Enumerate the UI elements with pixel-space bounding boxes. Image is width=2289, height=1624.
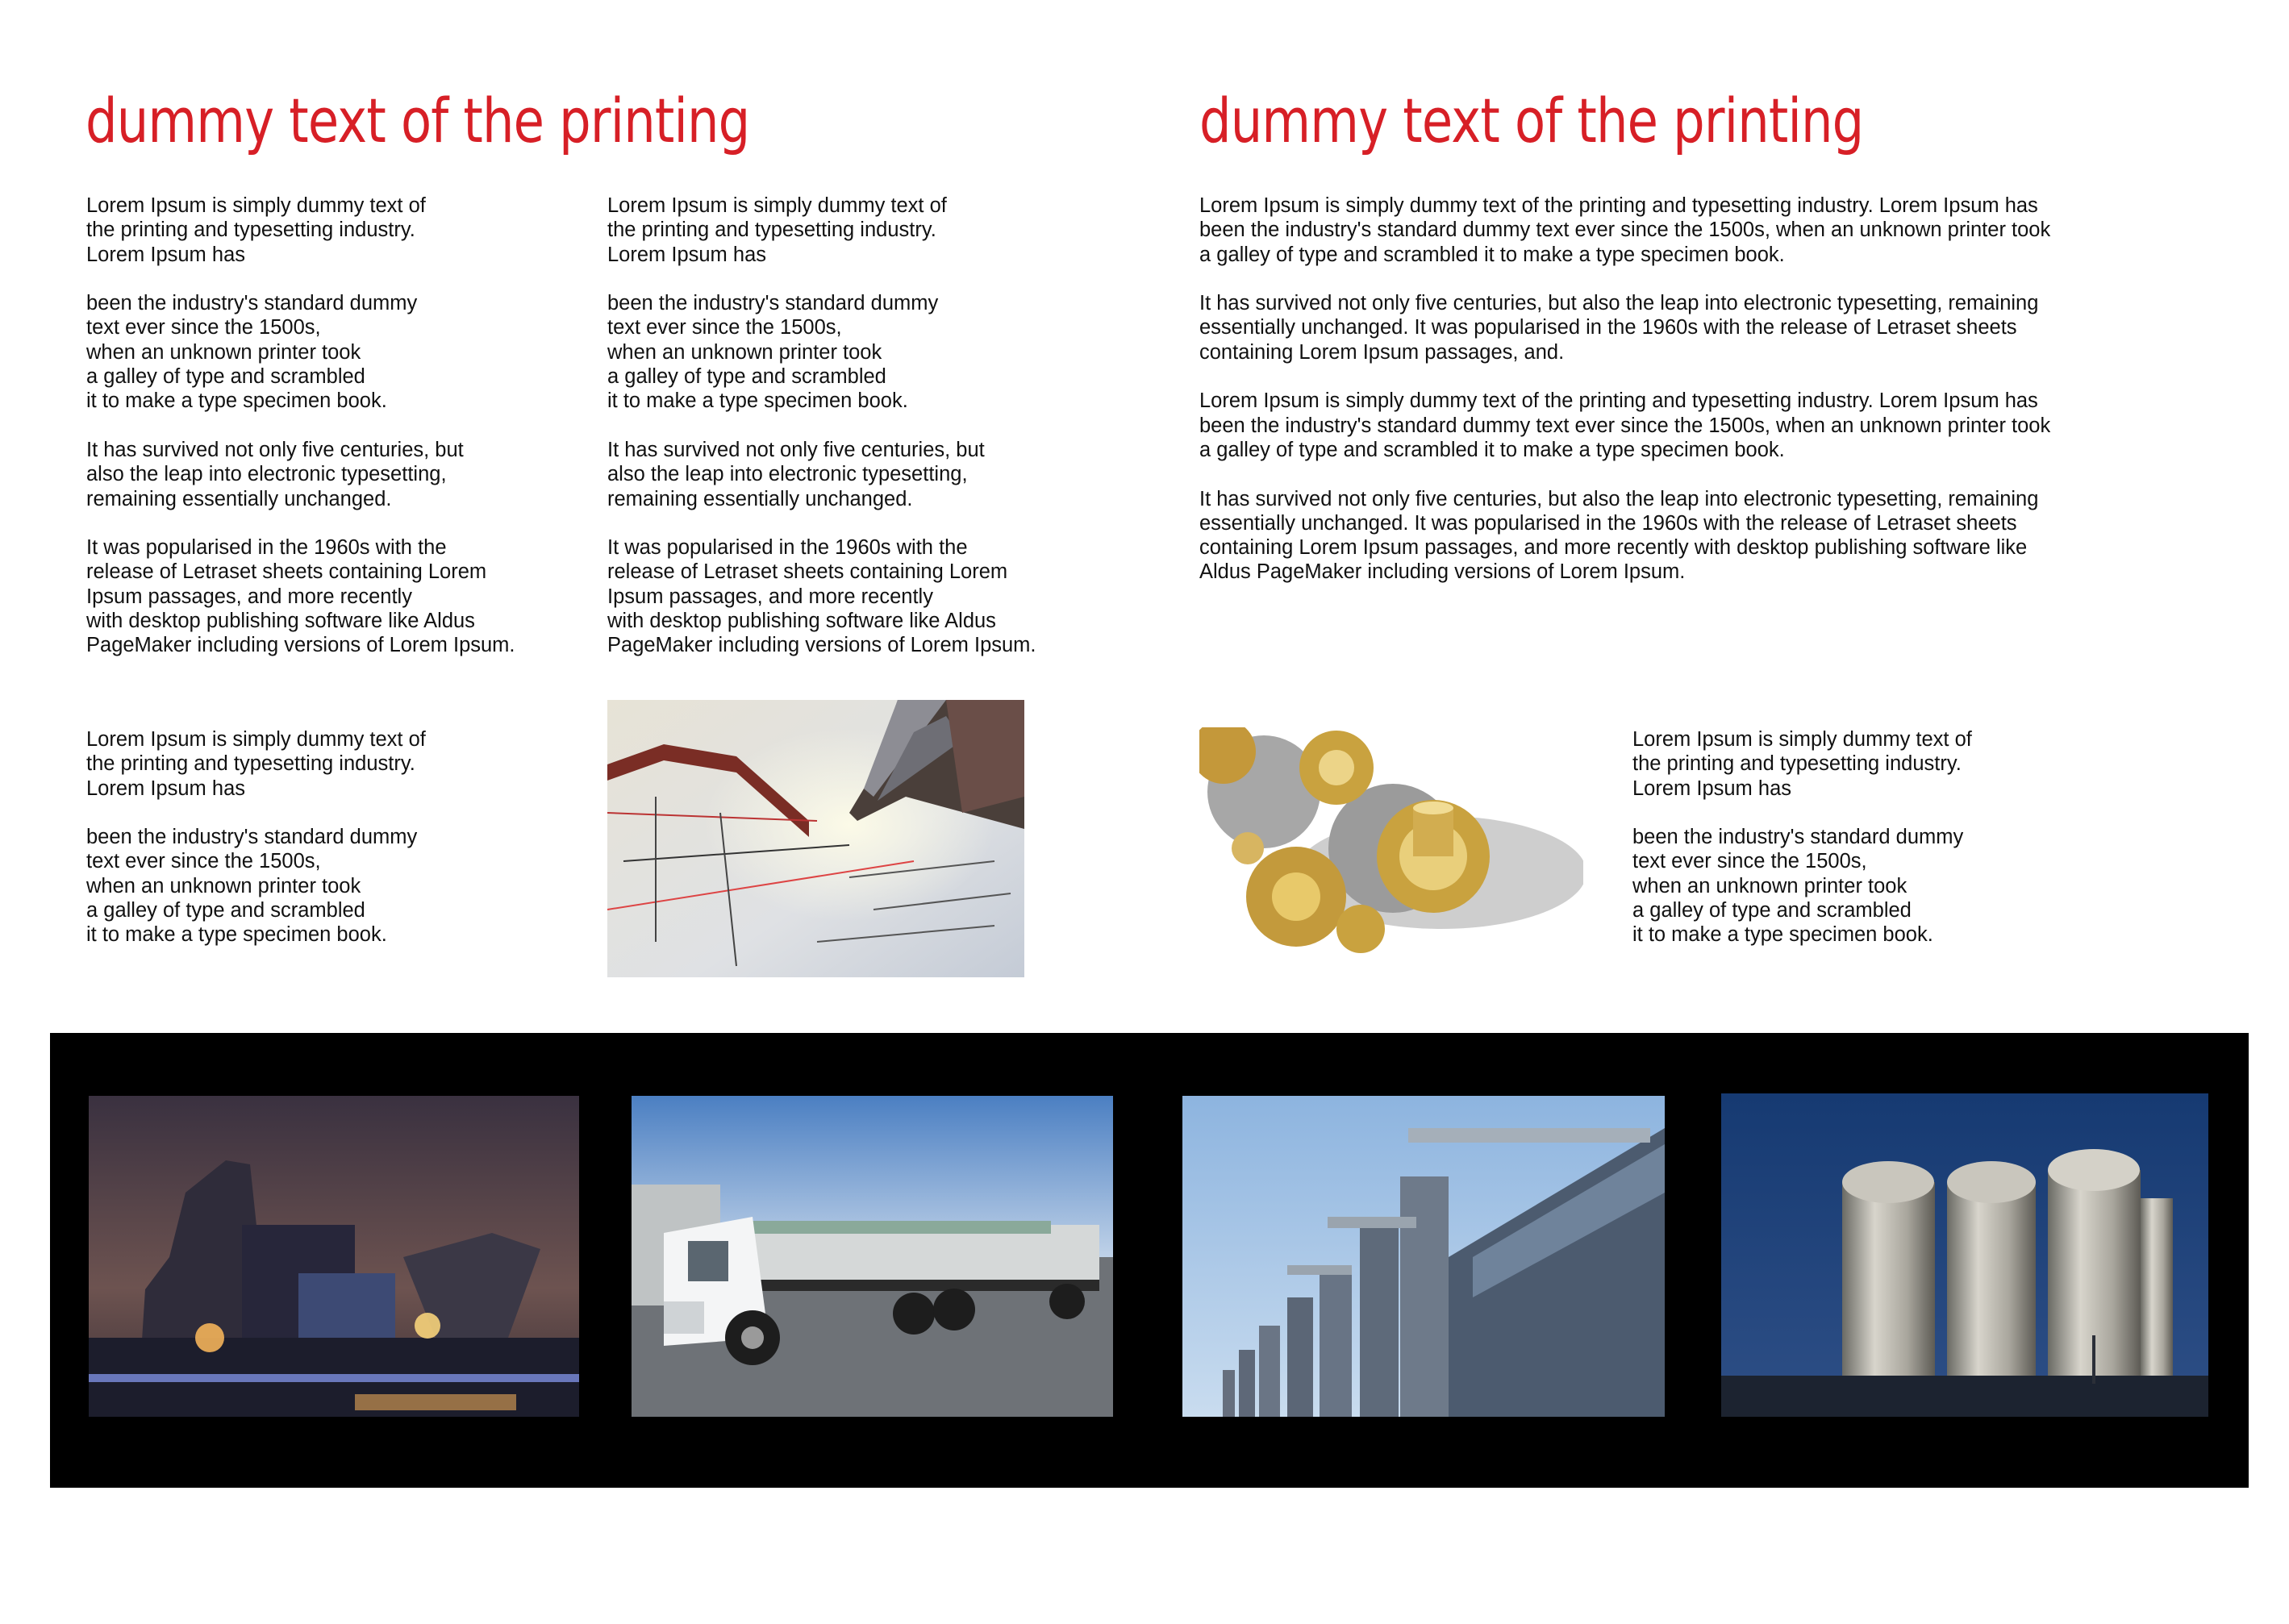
paragraph [607, 535, 1036, 657]
text-line: been the industry's standard dummy [607, 292, 939, 315]
paragraph [86, 438, 515, 511]
text-line: Lorem Ipsum is simply dummy text of [607, 194, 947, 217]
text-line: it to make a type specimen book. [1632, 923, 1933, 947]
text-line: Lorem Ipsum has [86, 243, 246, 266]
paragraph [607, 194, 1036, 267]
paragraph [86, 535, 515, 657]
text-line: PageMaker including versions of Lorem Ipsum. [86, 634, 515, 657]
paragraph [86, 727, 426, 801]
paragraph [607, 438, 1036, 511]
right-page-heading: dummy text of the printing [1199, 85, 1864, 156]
text-line: it to make a type specimen book. [86, 923, 387, 947]
text-line: Aldus PageMaker including versions of Lorem Ipsum. [1199, 560, 1686, 584]
paragraph [1199, 291, 2050, 364]
power-plant-night-photo [89, 1096, 579, 1417]
text-line: a galley of type and scrambled [607, 365, 886, 389]
text-line: It has survived not only five centuries, but also the leap into electronic typesetting, remaining [1199, 487, 2039, 510]
text-line: a galley of type and scrambled [86, 365, 365, 389]
text-line: Lorem Ipsum is simply dummy text of the printing and typesetting industry. Lorem Ipsum has [1199, 194, 2038, 217]
flatbed-truck-photo [632, 1096, 1113, 1417]
text-line: release of Letraset sheets containing Lorem [86, 560, 487, 584]
text-line: it to make a type specimen book. [86, 389, 387, 413]
text-line: remaining essentially unchanged. [607, 487, 913, 510]
text-line: it to make a type specimen book. [607, 389, 908, 413]
text-line: a galley of type and scrambled [86, 899, 365, 922]
text-line: It has survived not only five centuries, but [86, 438, 464, 461]
text-line: also the leap into electronic typesetting, [86, 463, 447, 486]
text-line: containing Lorem Ipsum passages, and. [1199, 340, 1565, 364]
left-col2-text-block [607, 194, 1036, 658]
text-line: Lorem Ipsum is simply dummy text of [1632, 728, 1972, 751]
text-line: with desktop publishing software like Aldus [86, 610, 475, 633]
text-line: Ipsum passages, and more recently [86, 585, 412, 608]
industrial-pipes-photo [1182, 1096, 1665, 1417]
right-wide-text-block [1199, 194, 2050, 585]
steel-silos-photo [1721, 1093, 2208, 1417]
gears-photo [1199, 727, 1583, 960]
text-line: the printing and typesetting industry. [86, 752, 415, 776]
text-line: when an unknown printer took [86, 340, 361, 364]
text-line: release of Letraset sheets containing Lorem [607, 560, 1008, 584]
text-line: Lorem Ipsum is simply dummy text of the printing and typesetting industry. Lorem Ipsum has [1199, 389, 2038, 413]
text-line: essentially unchanged. It was popularised in the 1960s with the release of Letraset sheets [1199, 316, 2017, 339]
text-line: containing Lorem Ipsum passages, and more recently with desktop publishing software like [1199, 536, 2028, 560]
text-line: Lorem Ipsum is simply dummy text of [86, 194, 426, 217]
text-line: PageMaker including versions of Lorem Ipsum. [607, 634, 1036, 657]
text-line: remaining essentially unchanged. [86, 487, 392, 510]
paragraph [1199, 194, 2050, 267]
text-line: Ipsum passages, and more recently [607, 585, 933, 608]
text-line: with desktop publishing software like Aldus [607, 610, 996, 633]
text-line: when an unknown printer took [1632, 874, 1908, 897]
text-line: been the industry's standard dummy [86, 826, 418, 849]
text-line: Lorem Ipsum is simply dummy text of [86, 728, 426, 751]
text-line: Lorem Ipsum has [1632, 777, 1792, 800]
paragraph [1632, 825, 1972, 947]
text-line: a galley of type and scrambled it to make a type specimen book. [1199, 438, 1785, 461]
left-page-heading: dummy text of the printing [85, 85, 750, 156]
paragraph [86, 194, 515, 267]
paragraph [86, 825, 426, 947]
text-line: the printing and typesetting industry. [1632, 752, 1962, 776]
left-col1-lower-text-block [86, 727, 426, 947]
text-line: text ever since the 1500s, [86, 850, 321, 873]
text-line: Lorem Ipsum has [86, 777, 246, 800]
text-line: a galley of type and scrambled it to make a type specimen book. [1199, 243, 1785, 266]
text-line: when an unknown printer took [607, 340, 882, 364]
text-line: been the industry's standard dummy [86, 292, 418, 315]
paragraph [1632, 727, 1972, 801]
text-line: been the industry's standard dummy text ever since the 1500s, when an unknown printer took [1199, 414, 2051, 437]
left-col1-text-block [86, 194, 515, 658]
text-line: the printing and typesetting industry. [86, 219, 415, 242]
text-line: text ever since the 1500s, [86, 316, 321, 339]
right-side-text-block [1632, 727, 1972, 947]
text-line: text ever since the 1500s, [1632, 850, 1867, 873]
text-line: also the leap into electronic typesetting, [607, 463, 968, 486]
text-line: text ever since the 1500s, [607, 316, 842, 339]
text-line: It has survived not only five centuries, but [607, 438, 985, 461]
paragraph [86, 291, 515, 413]
text-line: been the industry's standard dummy text ever since the 1500s, when an unknown printer took [1199, 219, 2051, 242]
paragraph [1199, 389, 2050, 462]
paragraph [1199, 487, 2050, 585]
text-line: been the industry's standard dummy [1632, 826, 1964, 849]
text-line: the printing and typesetting industry. [607, 219, 936, 242]
text-line: a galley of type and scrambled [1632, 899, 1912, 922]
technical-drawing-photo [607, 700, 1024, 977]
text-line: It has survived not only five centuries, but also the leap into electronic typesetting, remaining [1199, 292, 2039, 315]
paragraph [607, 291, 1036, 413]
text-line: Lorem Ipsum has [607, 243, 767, 266]
text-line: when an unknown printer took [86, 874, 361, 897]
text-line: It was popularised in the 1960s with the [86, 536, 447, 560]
text-line: essentially unchanged. It was popularised in the 1960s with the release of Letraset sheets [1199, 511, 2017, 535]
text-line: It was popularised in the 1960s with the [607, 536, 968, 560]
